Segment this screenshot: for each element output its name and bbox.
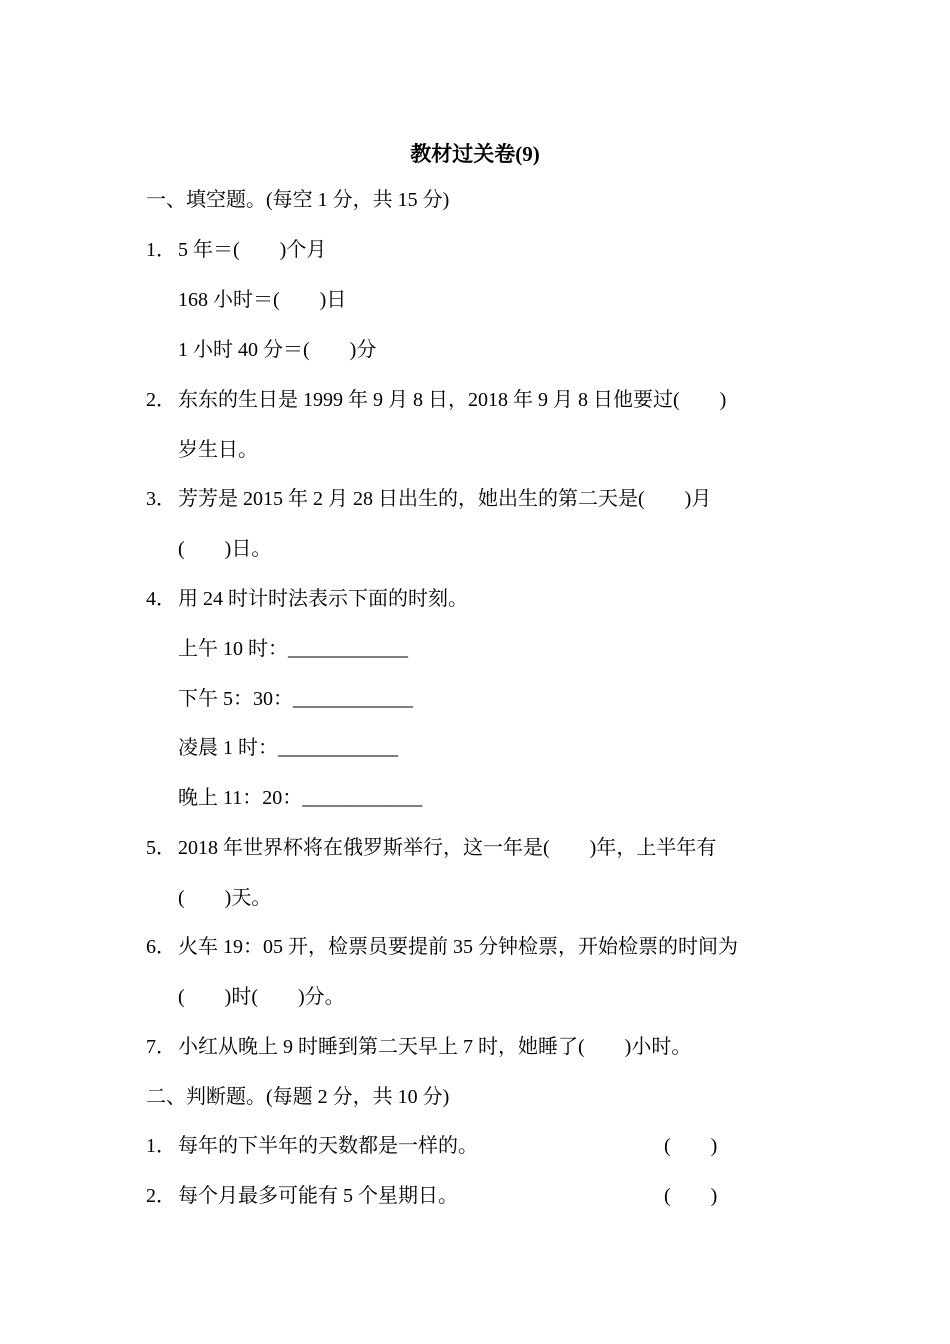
question-text: 东东的生日是 1999 年 9 月 8 日，2018 年 9 月 8 日他要过( ) <box>178 389 727 411</box>
question-4-line-2: 上午 10 时：____________ <box>178 638 408 660</box>
question-5-line-1 <box>146 835 716 861</box>
question-number: 1． <box>146 1135 176 1157</box>
question-1-line-3: 1 小时 40 分＝( )分 <box>178 339 377 361</box>
judge-question-2 <box>146 1183 458 1209</box>
question-number: 7． <box>146 1036 176 1058</box>
question-text: 每个月最多可能有 5 个星期日。 <box>178 1185 458 1207</box>
question-2-line-1 <box>146 387 726 413</box>
section2-heading: 二、判断题。(每题 2 分，共 10 分) <box>146 1086 450 1108</box>
question-number: 1． <box>146 239 176 261</box>
question-4-line-4: 凌晨 1 时：____________ <box>178 737 398 759</box>
question-text: 用 24 时计时法表示下面的时刻。 <box>178 588 468 610</box>
question-number: 2． <box>146 389 176 411</box>
question-text: 芳芳是 2015 年 2 月 28 日出生的，她出生的第二天是( )月 <box>178 488 712 510</box>
question-text: 每年的下半年的天数都是一样的。 <box>178 1135 478 1157</box>
judge-answer-blank-1[interactable]: ( ) <box>664 1135 718 1157</box>
question-1-line-1 <box>146 237 326 263</box>
question-4-line-1 <box>146 586 468 612</box>
section1-heading: 一、填空题。(每空 1 分，共 15 分) <box>146 189 450 211</box>
question-5-line-2: ( )天。 <box>178 887 272 909</box>
question-text: 火车 19：05 开，检票员要提前 35 分钟检票，开始检票的时间为 <box>178 936 738 958</box>
question-number: 2． <box>146 1185 176 1207</box>
question-4-line-5: 晚上 11：20：____________ <box>178 787 423 809</box>
question-text: 小红从晚上 9 时睡到第二天早上 7 时，她睡了( )小时。 <box>178 1036 692 1058</box>
judge-answer-blank-2[interactable]: ( ) <box>664 1185 718 1207</box>
question-3-line-1 <box>146 486 711 512</box>
judge-question-1 <box>146 1133 478 1159</box>
question-4-line-3: 下午 5：30：____________ <box>178 688 413 710</box>
page-title: 教材过关卷(9) <box>410 142 540 166</box>
question-number: 3． <box>146 488 176 510</box>
question-6-line-1 <box>146 934 738 960</box>
question-3-line-2: ( )日。 <box>178 538 272 560</box>
question-number: 4． <box>146 588 176 610</box>
question-7-line-1 <box>146 1034 691 1060</box>
question-1-line-2: 168 小时＝( )日 <box>178 289 347 311</box>
question-6-line-2: ( )时( )分。 <box>178 986 345 1008</box>
question-number: 5． <box>146 837 176 859</box>
question-2-line-2: 岁生日。 <box>178 439 258 461</box>
question-text: 5 年＝( )个月 <box>178 239 327 261</box>
question-number: 6． <box>146 936 176 958</box>
question-text: 2018 年世界杯将在俄罗斯举行，这一年是( )年，上半年有 <box>178 837 717 859</box>
